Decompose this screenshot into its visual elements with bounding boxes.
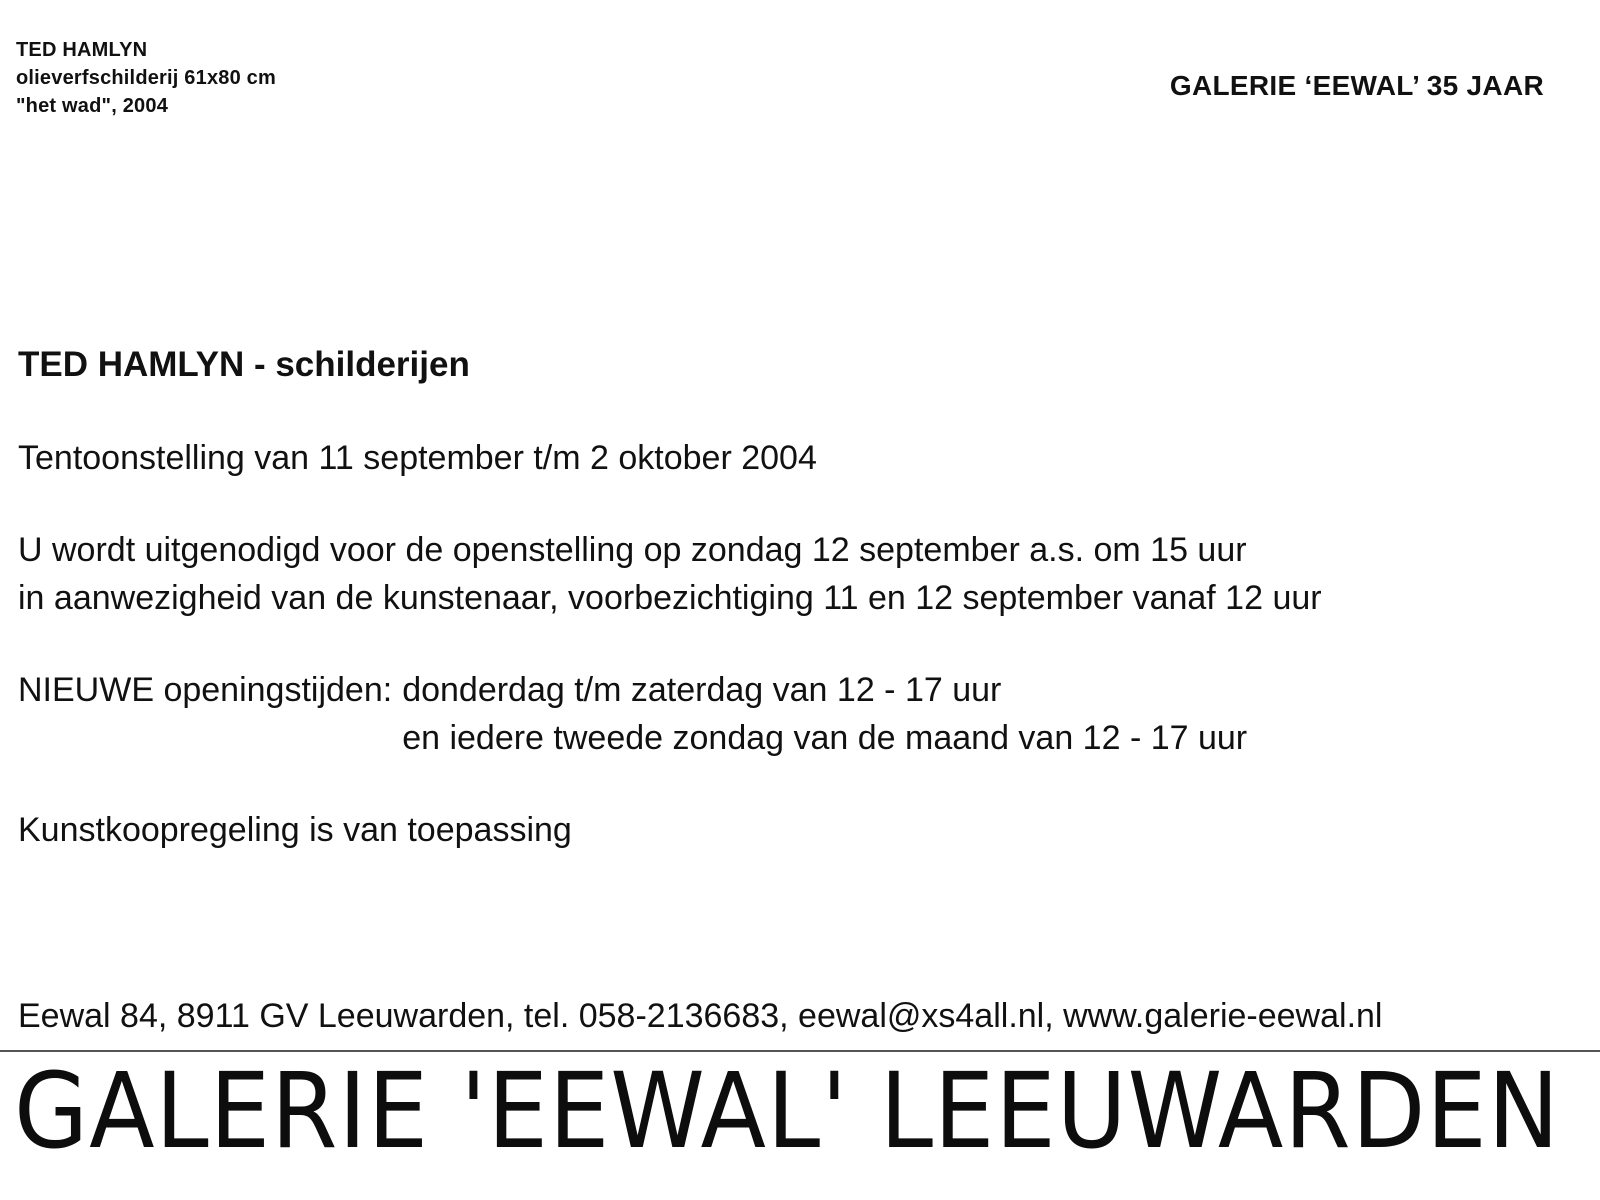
contact-address: Eewal 84, 8911 GV Leeuwarden, tel. 058-2136683, eewal@xs4all.nl, www.galerie-eewal.nl (18, 997, 1383, 1035)
caption-title: "het wad", 2004 (16, 95, 169, 117)
exhibition-dates: Tentoonstelling van 11 september t/m 2 oktober 2004 (18, 439, 817, 477)
art-purchase-note: Kunstkoopregeling is van toepassing (18, 811, 572, 849)
invitation-block (18, 526, 1578, 622)
exhibition-announcement (18, 340, 1578, 854)
opening-hours (18, 666, 1578, 762)
caption-medium: olieverfschilderij 61x80 cm (16, 67, 276, 89)
anniversary-heading: GALERIE ‘EEWAL’ 35 JAAR (1169, 70, 1544, 101)
opening-hours-label: NIEUWE openingstijden: (18, 671, 393, 709)
opening-hours-line-2: en iedere tweede zondag van de maand van 12 - 17 uur (402, 719, 1248, 757)
opening-hours-lines (402, 666, 1247, 762)
invitation-line-2: in aanwezigheid van de kunstenaar, voorbezichtiging 11 en 12 september vanaf 12 uur (18, 579, 1322, 617)
exhibition-title: TED HAMLYN - schilderijen (18, 345, 470, 384)
caption-artist: TED HAMLYN (16, 39, 148, 61)
artwork-caption (16, 36, 276, 120)
invitation-line-1: U wordt uitgenodigd voor de openstelling op zondag 12 september a.s. om 15 uur (18, 531, 1247, 569)
gallery-logo-text: GALERIE 'EEWAL' LEEUWARDEN (14, 1050, 1561, 1172)
opening-hours-line-1: donderdag t/m zaterdag van 12 - 17 uur (402, 671, 1002, 709)
